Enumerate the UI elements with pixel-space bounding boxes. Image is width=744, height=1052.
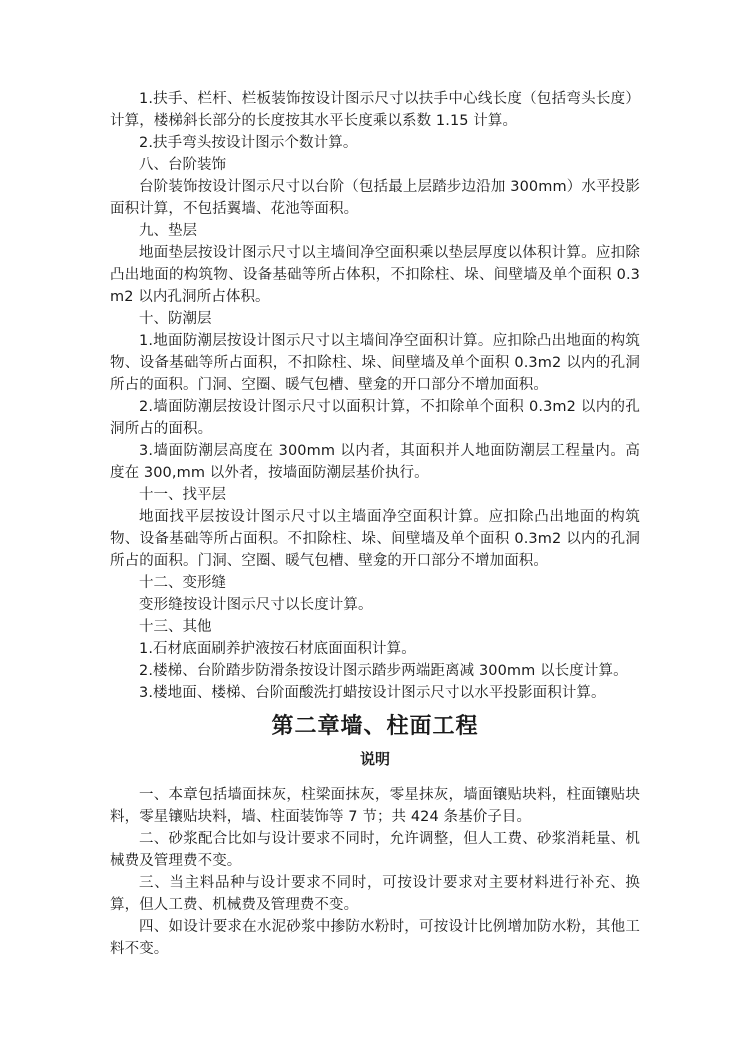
paragraph-leveling-layer: 地面找平层按设计图示尺寸以主墙面净空面积计算。应扣除凸出地面的构筑物、设备基础等所占面积。不扣除柱、垛、间壁墙及单个面积 0.3m2 以内的孔洞所占的面积。门洞、空圈、暖气包槽、壁龛的开口部分不增加面积。	[110, 509, 640, 569]
paragraph-handrail-bend: 2.扶手弯头按设计图示个数计算。	[139, 135, 358, 151]
chapter-subtitle: 说明	[359, 750, 390, 768]
heading-expansion-joint: 十二、变形缝	[139, 575, 226, 591]
paragraph-waterproof-powder: 四、如设计要求在水泥砂浆中掺防水粉时，可按设计比例增加防水粉，其他工料不变。	[110, 919, 640, 957]
paragraph-expansion-joint: 变形缝按设计图示尺寸以长度计算。	[139, 597, 373, 613]
paragraph-anti-slip-strip: 2.楼梯、台阶踏步防滑条按设计图示踏步两端距离减 300mm 以长度计算。	[139, 663, 628, 679]
heading-leveling-layer: 十一、找平层	[139, 487, 226, 503]
paragraph-damp-proof-height: 3.墙面防潮层高度在 300mm 以内者，其面积并人地面防潮层工程量内。高度在 300,mm 以外者，按墙面防潮层基价执行。	[110, 443, 640, 481]
paragraph-stone-curing: 1.石材底面刷养护液按石材底面面积计算。	[139, 641, 416, 657]
paragraph-damp-proof-floor: 1.地面防潮层按设计图示尺寸以主墙间净空面积计算。应扣除凸出地面的构筑物、设备基础等所占面积，不扣除柱、垛、间壁墙及单个面积 0.3m2 以内的孔洞所占的面积。门洞、空圈、暖气包槽、壁龛的开口部分不增加面积。	[110, 333, 640, 393]
paragraph-main-material: 三、当主料品种与设计要求不同时，可按设计要求对主要材料进行补充、换算，但人工费、机械费及管理费不变。	[110, 875, 640, 913]
paragraph-handrail-length: 1.扶手、栏杆、栏板装饰按设计图示尺寸以扶手中心线长度（包括弯头长度）计算，楼梯斜长部分的长度按其水平长度乘以系数 1.15 计算。	[110, 91, 640, 129]
paragraph-damp-proof-wall: 2.墙面防潮层按设计图示尺寸以面积计算，不扣除单个面积 0.3m2 以内的孔洞所占的面积。	[110, 399, 640, 437]
heading-damp-proof-layer: 十、防潮层	[139, 311, 212, 327]
heading-other: 十三、其他	[139, 619, 212, 635]
chapter-title: 第二章墙、柱面工程	[271, 714, 479, 739]
paragraph-mortar-ratio: 二、砂浆配合比如与设计要求不同时，允许调整，但人工费、砂浆消耗量、机械费及管理费不变。	[110, 831, 640, 869]
paragraph-acid-wash-wax: 3.楼地面、楼梯、台阶面酸洗打蜡按设计图示尺寸以水平投影面积计算。	[139, 685, 606, 701]
paragraph-chapter-scope: 一、本章包括墙面抹灰，柱梁面抹灰，零星抹灰，墙面镶贴块料，柱面镶贴块料，零星镶贴块料，墙、柱面装饰等 7 节；共 424 条基价子目。	[110, 787, 640, 825]
paragraph-cushion-layer: 地面垫层按设计图示尺寸以主墙间净空面积乘以垫层厚度以体积计算。应扣除凸出地面的构筑物、设备基础等所占体积，不扣除柱、垛、间壁墙及单个面积 0.3m2 以内孔洞所占体积。	[110, 245, 640, 305]
document-page	[110, 88, 640, 960]
heading-step-decoration: 八、台阶装饰	[139, 157, 226, 173]
heading-cushion-layer: 九、垫层	[139, 223, 197, 239]
paragraph-step-decoration: 台阶装饰按设计图示尺寸以台阶（包括最上层踏步边沿加 300mm）水平投影面积计算，不包括翼墙、花池等面积。	[110, 179, 640, 217]
